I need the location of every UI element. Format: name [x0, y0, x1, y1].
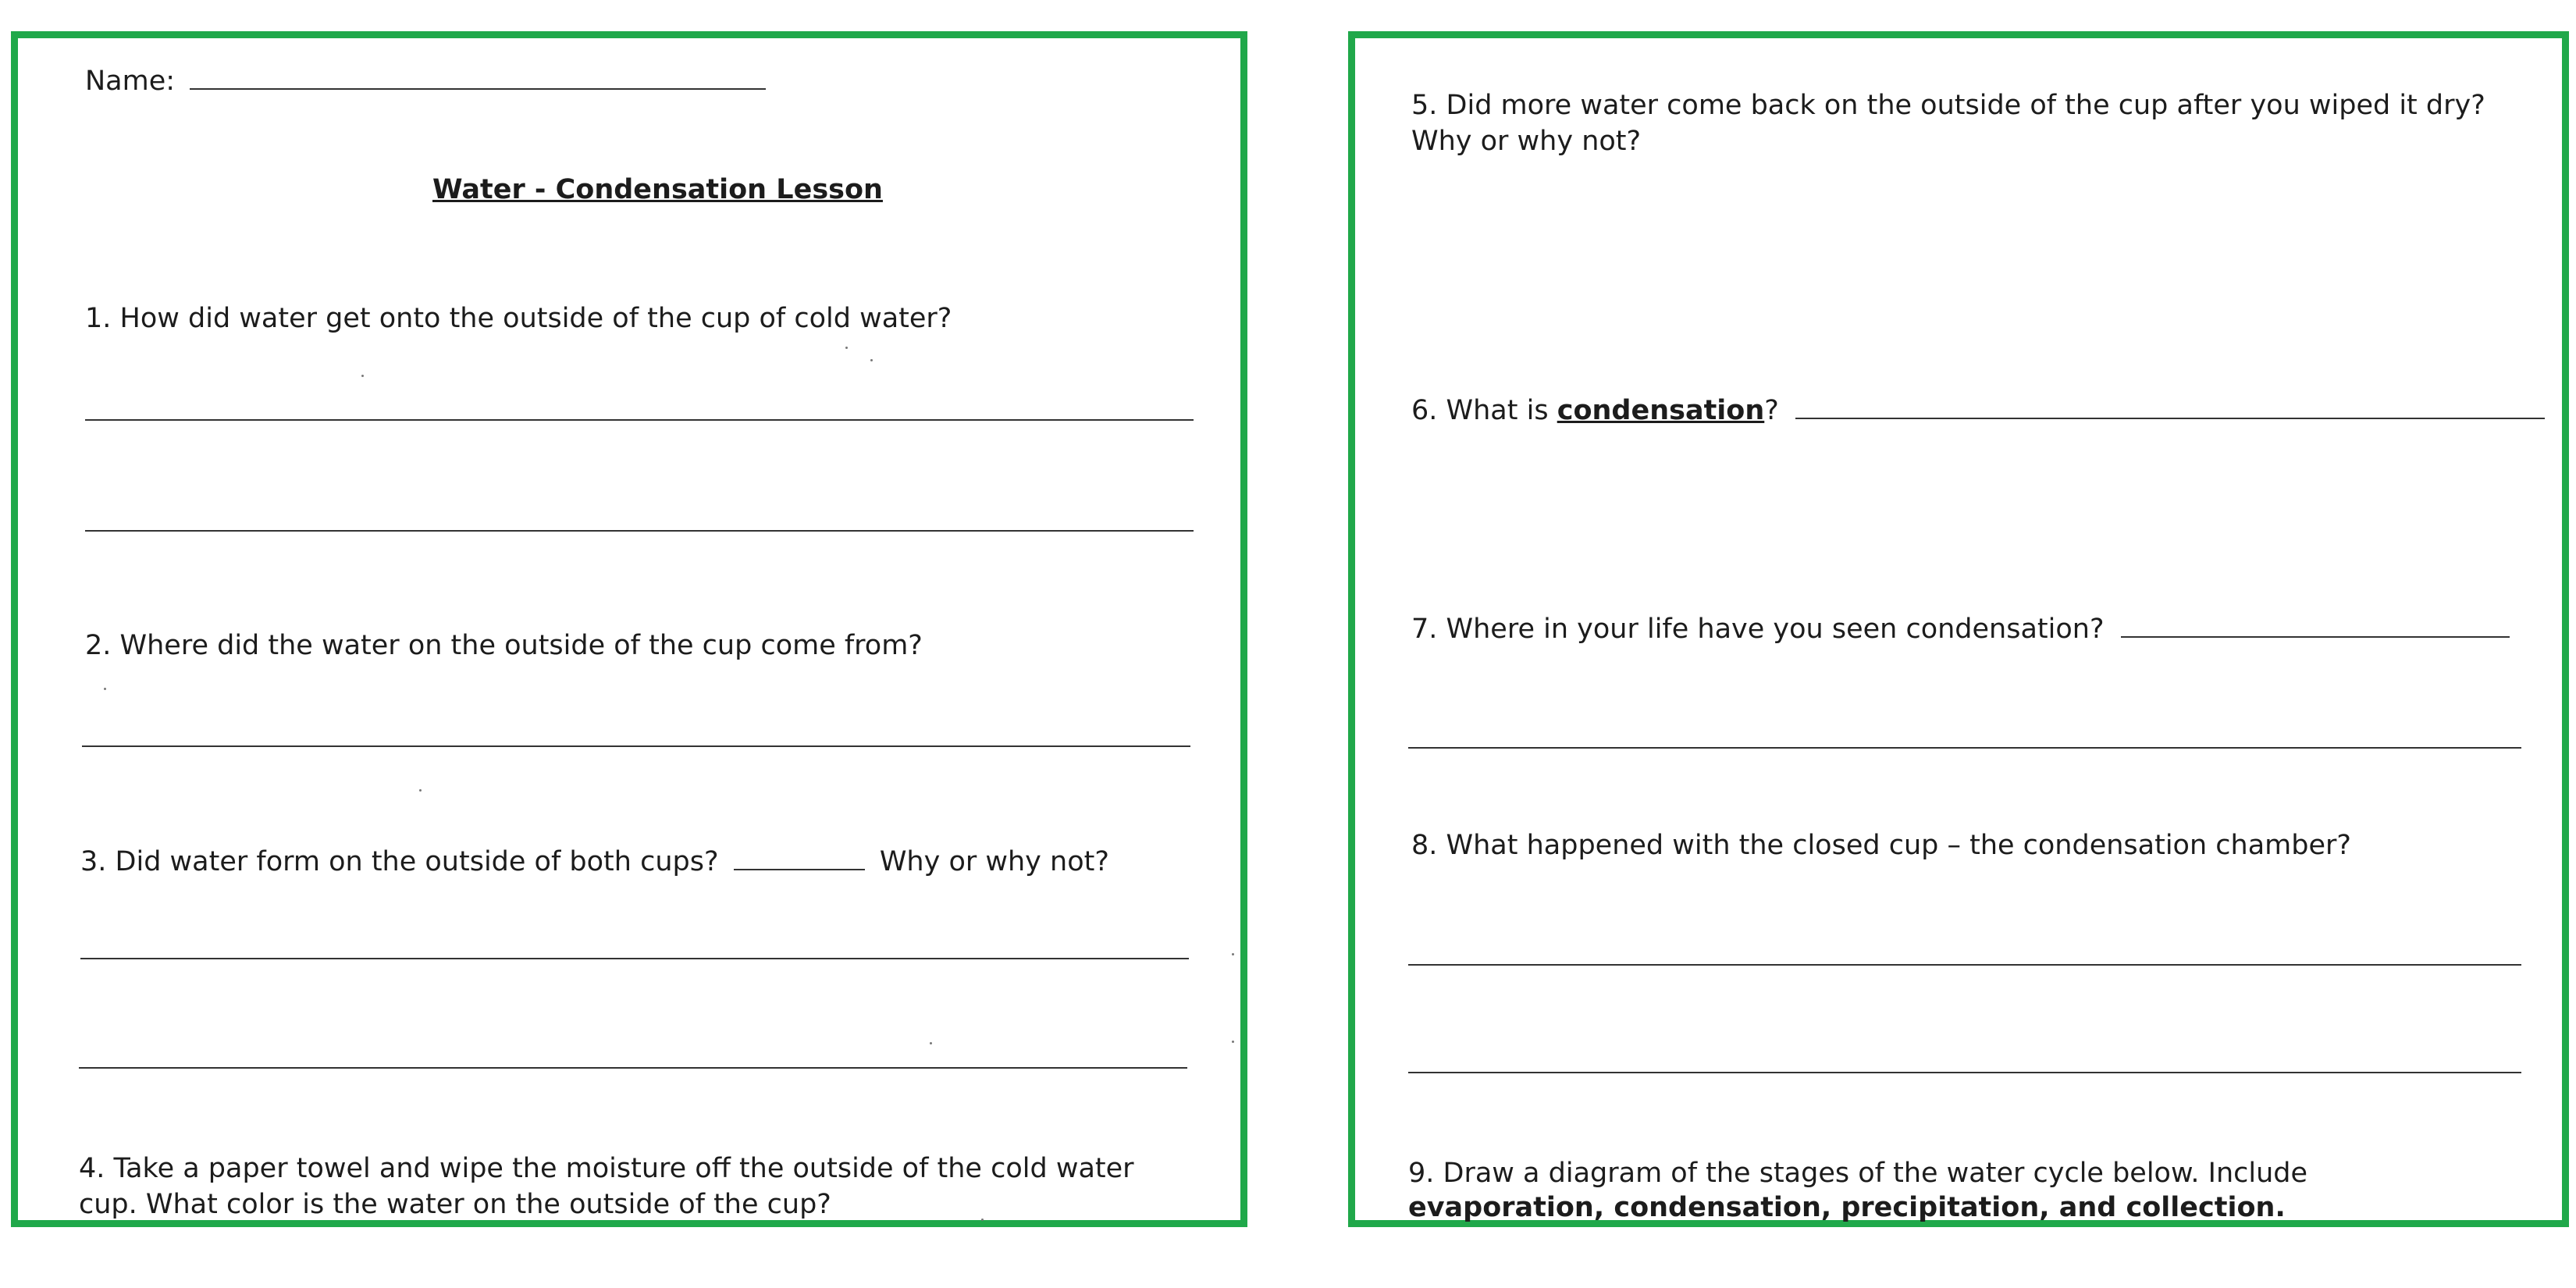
name-blank[interactable]: [190, 62, 766, 90]
scan-speck: [870, 359, 873, 361]
answer-line-q3-a[interactable]: [80, 958, 1189, 959]
worksheet-title: Water - Condensation Lesson: [432, 174, 883, 205]
scan-speck: [930, 1042, 932, 1044]
question-3: [80, 842, 1109, 881]
name-label-row: [85, 62, 766, 100]
question-5-line-1: 5. Did more water come back on the outside of the cup after you wiped it dry?: [1411, 90, 2485, 121]
answer-line-q1-a[interactable]: [85, 419, 1194, 421]
answer-line-q7[interactable]: [1408, 747, 2521, 749]
question-9-line-1: 9. Draw a diagram of the stages of the water cycle below. Include: [1408, 1158, 2308, 1189]
answer-line-q8-b[interactable]: [1408, 1072, 2521, 1073]
scan-speck: [1232, 1041, 1234, 1043]
worksheet-page-left: [11, 31, 1247, 1227]
question-6-suffix: ?: [1764, 395, 1779, 426]
scan-speck: [104, 688, 106, 690]
question-8: 8. What happened with the closed cup – the condensation chamber?: [1411, 830, 2351, 861]
question-4-line-2: cup. What color is the water on the outside of the cup?: [79, 1189, 831, 1220]
answer-line-q2[interactable]: [82, 745, 1190, 747]
q3-inline-blank[interactable]: [734, 842, 865, 870]
scan-speck: [1232, 953, 1234, 955]
worksheet-page-right: [1348, 31, 2569, 1227]
question-4-line-1: 4. Take a paper towel and wipe the moisture off the outside of the cold water: [79, 1153, 1134, 1184]
scan-speck: [981, 1219, 984, 1221]
question-7-text: 7. Where in your life have you seen condensation?: [1411, 614, 2105, 645]
q6-inline-blank[interactable]: [1795, 391, 2545, 419]
question-6-prefix: 6. What is: [1411, 395, 1557, 426]
question-2: 2. Where did the water on the outside of the cup come from?: [85, 630, 923, 661]
scan-speck: [361, 375, 364, 377]
question-3-text: 3. Did water form on the outside of both cups?: [80, 846, 719, 877]
question-6-term: condensation: [1557, 395, 1765, 426]
question-5-line-2: Why or why not?: [1411, 126, 1642, 157]
question-7: [1411, 610, 2510, 648]
question-3-followup: Why or why not?: [879, 846, 1109, 877]
answer-line-q1-b[interactable]: [85, 530, 1194, 532]
answer-line-q3-b[interactable]: [79, 1067, 1187, 1069]
answer-line-q8-a[interactable]: [1408, 964, 2521, 966]
question-9-line-2: evaporation, condensation, precipitation, and collection.: [1408, 1192, 2286, 1223]
scan-speck: [845, 347, 848, 349]
scan-speck: [419, 789, 422, 792]
question-1: 1. How did water get onto the outside of the cup of cold water?: [85, 303, 952, 334]
q7-inline-blank[interactable]: [2121, 610, 2510, 638]
question-6: [1411, 391, 2545, 429]
name-label: Name:: [85, 66, 176, 97]
